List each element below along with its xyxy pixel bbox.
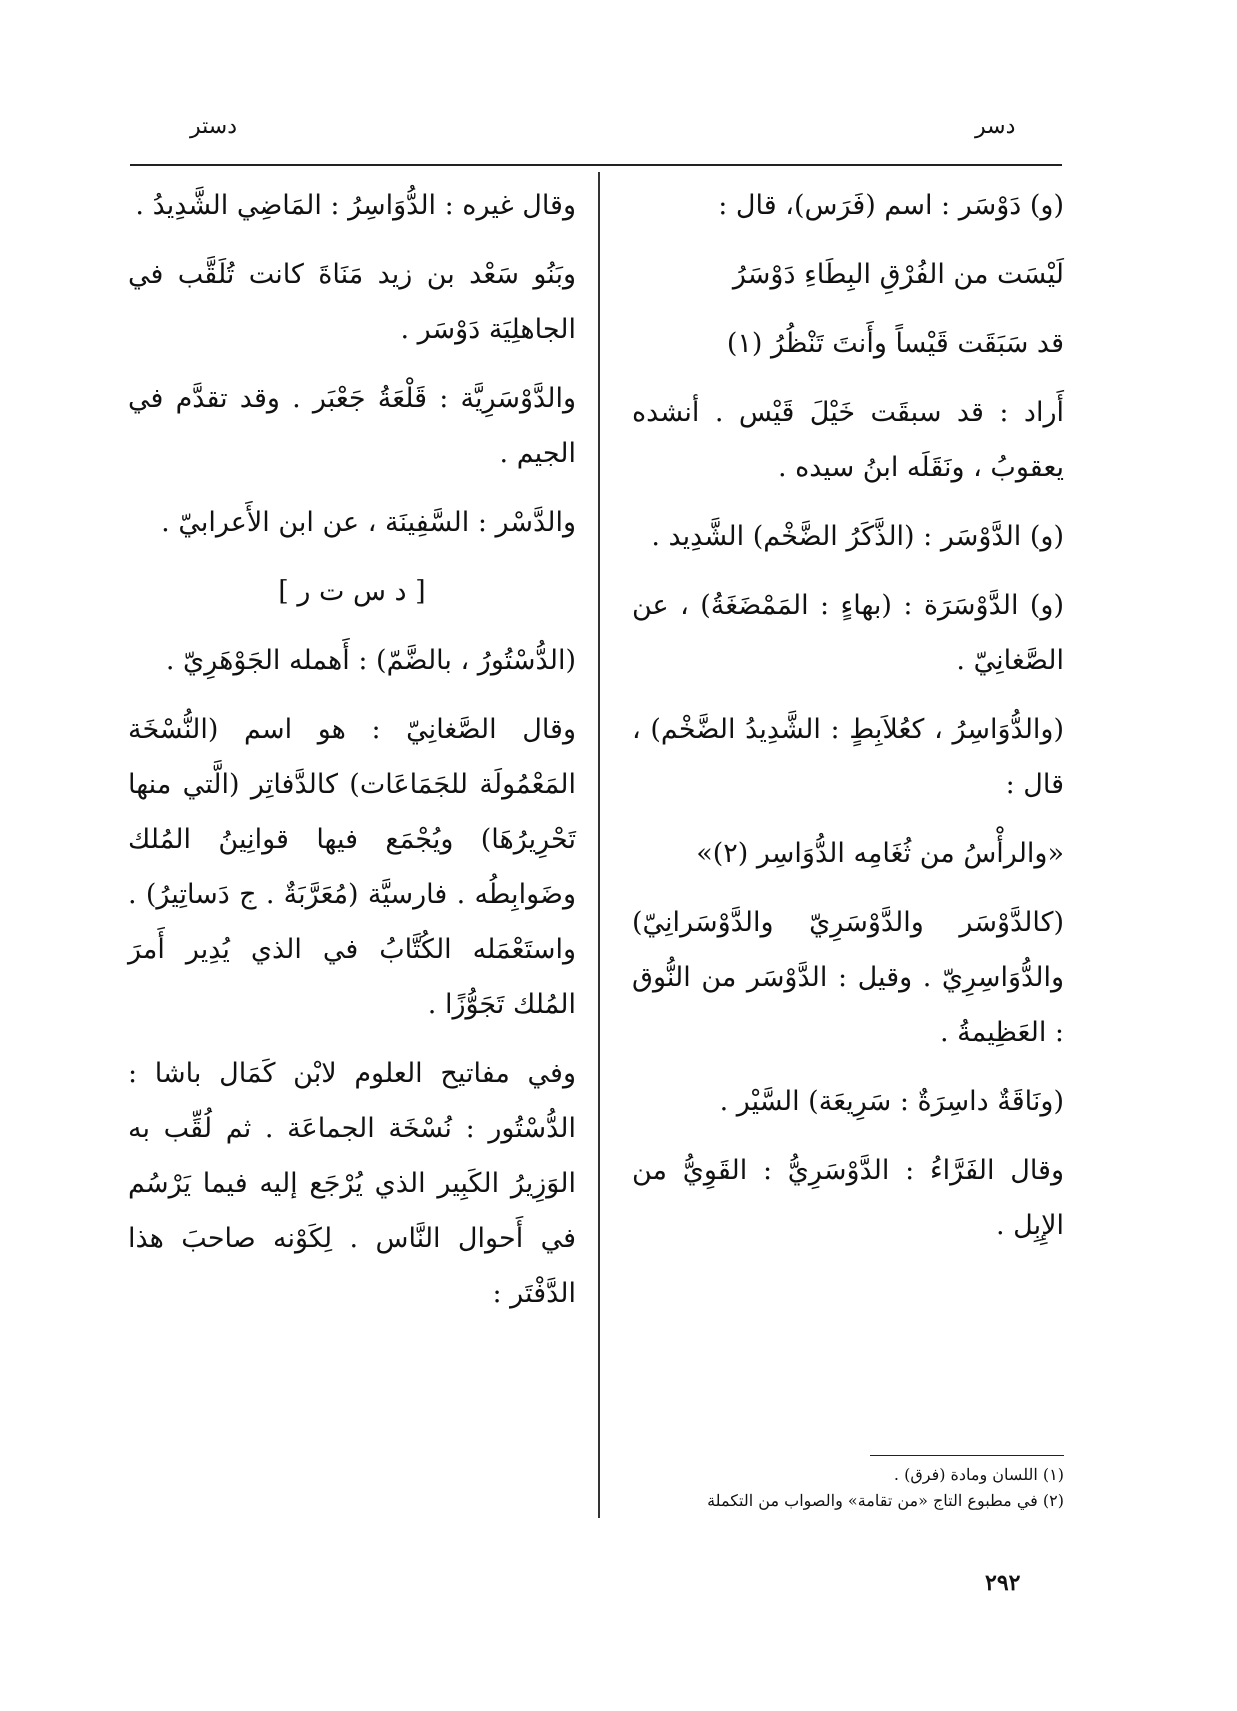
entry-heading: [ د س ت ر ] [278,576,426,607]
paragraph: أَراد : قد سبقَت خَيْلَ قَيْس . أنشده يعقوبُ ، ونَقَلَه ابنُ سيده . [632,397,1064,483]
page-number: ٢٩٢ [985,1570,1021,1596]
paragraph: (والدُّوَاسِرُ ، كعُلاَبِطٍ : الشَّدِيدُ الضَّخْم) ، قال : [632,714,1064,800]
verse-line: لَيْسَت من الفُرْقِ البِطَاءِ دَوْسَرُ [732,259,1064,290]
paragraph: (و) دَوْسَر : اسم (فَرَس)، قال : [718,190,1064,221]
footnotes [632,1462,1064,1514]
footnote: (٢) في مطبوع التاج «من تقامة» والصواب من التكملة [707,1491,1064,1510]
verse-line: قد سَبَقَت قَيْساً وأَنتَ تَنْظُرُ (١) [726,328,1064,359]
paragraph: وقال الفَرَّاءُ : الدَّوْسَرِيُّ : القَوِيُّ من الإِبِل . [632,1155,1064,1241]
running-header-right: دسر [975,114,1016,139]
paragraph: وفي مفاتيح العلوم لابْن كَمَال باشا : الدُّسْتُور : نُسْخَة الجماعَة . ثم لُقِّب به الوَزِيرُ الكَبِير الذي يُرْجَع إليه فيما يَرْسُم في أَحوال النَّاس . لِكَوْنه صاحبَ هذا الدَّفْتَر : [128,1058,576,1309]
paragraph: (و) الدَّوْسَر : (الذَّكَرُ الضَّخْم) الشَّدِيد . [651,521,1064,552]
column-divider [598,172,600,1518]
left-column [128,178,576,1335]
paragraph: والدَّسْر : السَّفِينَة ، عن ابن الأَعرابيّ . [161,507,576,538]
paragraph: وقال الصَّغانِيّ : هو اسم (النُّسْخَة المَعْمُولَة للجَمَاعَات) كالدَّفاتِر (الَّتي منها تَحْرِيرُهَا) ويُجْمَع فيها قوانِينُ المُلك وضَوابِطُه . فارسيَّة (مُعَرَّبَةٌ . ج دَساتِيرُ) . واستَعْمَله الكُتَّابُ في الذي يُدِير أَمرَ المُلك تَجَوُّزًا . [128,714,576,1020]
paragraph: (و) الدَّوْسَرَة : (بهاءٍ : المَمْضَغَةُ) ، عن الصَّغانِيّ . [632,590,1064,676]
paragraph: (كالدَّوْسَر والدَّوْسَرِيّ والدَّوْسَرانِيّ) والدُّوَاسِرِيّ . وقيل : الدَّوْسَر من النُّوق : العَظِيمةُ . [632,907,1064,1048]
footnote: (١) اللسان ومادة (فرق) . [893,1465,1064,1484]
paragraph: (ونَاقَةٌ داسِرَةٌ : سَرِيعَة) السَّيْر . [719,1086,1064,1117]
paragraph: (الدُّسْتُورُ ، بالضَّمّ) : أَهمله الجَوْهَرِيّ . [165,645,576,676]
paragraph: والدَّوْسَرِيَّة : قَلْعَةُ جَعْبَر . وقد تقدَّم في الجيم . [128,383,576,469]
footnote-rule [870,1455,1064,1456]
verse-quote: «والرأْسُ من ثُغَامِه الدُّوَاسِر (٢)» [696,838,1064,869]
running-header-left: دستر [190,114,238,139]
paragraph: وبَنُو سَعْد بن زيد مَنَاةَ كانت تُلَقَّب في الجاهلِيَة دَوْسَر . [128,259,576,345]
right-column [632,178,1064,1267]
paragraph: وقال غيره : الدُّوَاسِرُ : المَاضِي الشَّدِيدُ . [135,190,576,221]
header-rule [130,164,1062,166]
